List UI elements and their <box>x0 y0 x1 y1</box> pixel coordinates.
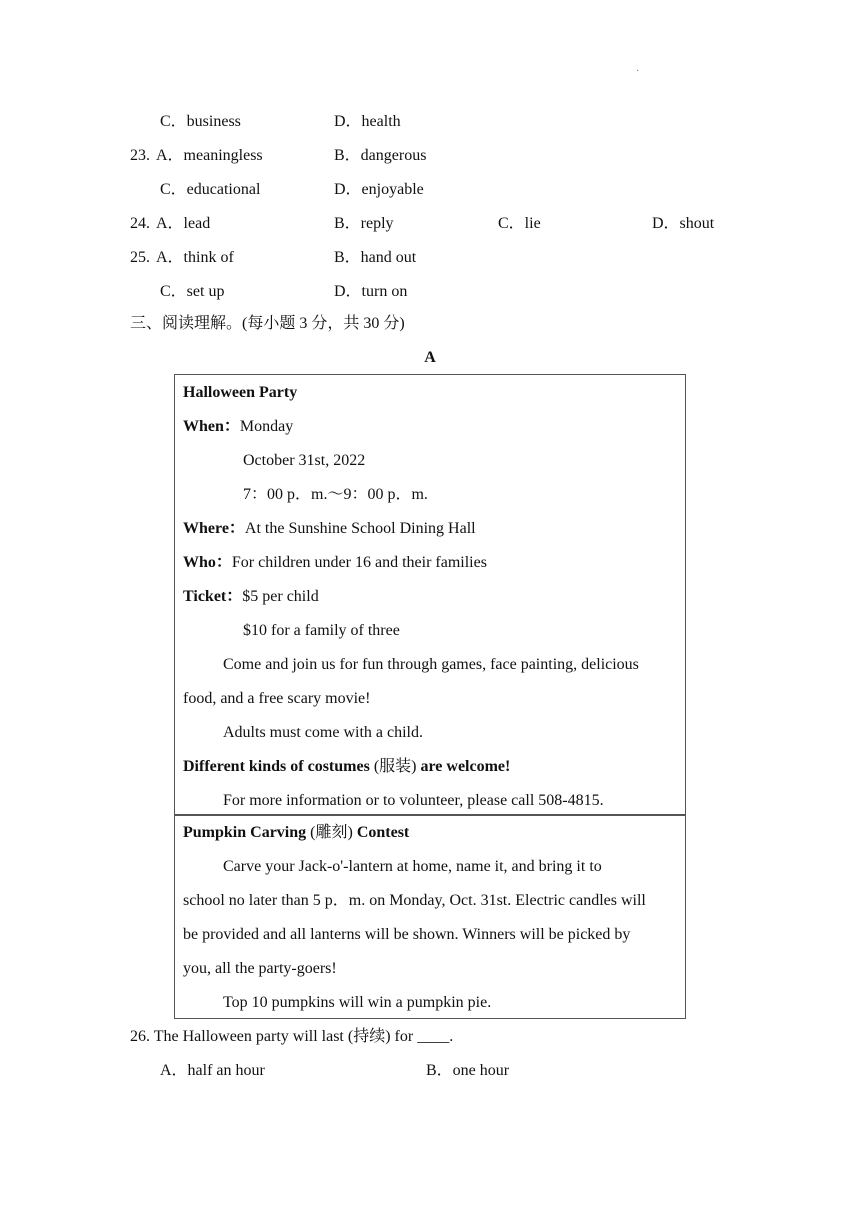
para1-line2: food, and a free scary movie! <box>183 690 371 707</box>
option-25-a: A．think of <box>156 249 234 266</box>
ticket-child: $5 per child <box>242 588 319 605</box>
when-day: Monday <box>239 418 294 435</box>
costumes-text-c: are welcome! <box>416 758 511 775</box>
halloween-party-notice <box>174 374 686 816</box>
section-title: 三、阅读理解。(每小题 3 分，共 30 分) <box>130 315 405 332</box>
contest-line1: Carve your Jack-o'-lantern at home, name it, and bring it to <box>223 858 602 875</box>
costumes-gloss: (服装) <box>373 758 417 775</box>
option-23-d: D．enjoyable <box>334 181 424 198</box>
contest-title-c: Contest <box>352 824 410 841</box>
option-25-d: D．turn on <box>334 283 408 300</box>
notice-title: Halloween Party <box>183 384 298 401</box>
question-26-stem: 26. The Halloween party will last (持续) for ____. <box>130 1028 454 1045</box>
ticket-family: $10 for a family of three <box>243 622 400 639</box>
option-24-c: C．lie <box>498 215 541 232</box>
option-26-a: A．half an hour <box>160 1062 265 1079</box>
contest-title-gloss: (雕刻) <box>310 824 353 841</box>
who-row <box>183 553 487 573</box>
who-label: Who： <box>183 554 232 571</box>
ticket-row <box>183 587 319 607</box>
para1-line1: Come and join us for fun through games, face painting, delicious <box>223 656 639 673</box>
passage-label: A <box>424 349 436 366</box>
who-value: For children under 16 and their families <box>231 554 487 571</box>
contest-title-a: Pumpkin Carving <box>183 824 311 841</box>
where-value: At the Sunshine School Dining Hall <box>244 520 476 537</box>
where-row <box>183 519 476 539</box>
option-25-b: B．hand out <box>334 249 417 266</box>
option-23-b: B．dangerous <box>334 147 427 164</box>
contest-line3: be provided and all lanterns will be shown. Winners will be picked by <box>183 926 631 943</box>
option-23-c: C．educational <box>160 181 261 198</box>
para2: Adults must come with a child. <box>223 724 423 741</box>
pumpkin-contest-notice <box>174 814 686 1019</box>
page-mark: · <box>636 66 640 77</box>
when-time: 7：00 p．m.～9：00 p．m. <box>243 486 428 503</box>
costumes-line <box>183 757 510 777</box>
when-row <box>183 417 293 437</box>
option-22-c: C．business <box>160 113 241 130</box>
question-number-25: 25. <box>130 249 150 266</box>
option-24-b: B．reply <box>334 215 394 232</box>
contest-title <box>183 823 409 843</box>
option-23-a: A．meaningless <box>156 147 263 164</box>
info-line: For more information or to volunteer, please call 508-4815. <box>223 792 604 809</box>
contest-line2: school no later than 5 p．m. on Monday, Oct. 31st. Electric candles will <box>183 892 646 909</box>
where-label: Where： <box>183 520 245 537</box>
option-26-b: B．one hour <box>426 1062 510 1079</box>
when-date: October 31st, 2022 <box>243 452 366 469</box>
option-24-a: A．lead <box>156 215 211 232</box>
ticket-label: Ticket： <box>183 588 243 605</box>
when-label: When： <box>183 418 240 435</box>
option-22-d: D．health <box>334 113 401 130</box>
contest-line5: Top 10 pumpkins will win a pumpkin pie. <box>223 994 492 1011</box>
contest-line4: you, all the party-goers! <box>183 960 337 977</box>
option-25-c: C．set up <box>160 283 225 300</box>
costumes-text-a: Different kinds of costumes <box>183 758 374 775</box>
option-24-d: D．shout <box>652 215 715 232</box>
question-number-23: 23. <box>130 147 150 164</box>
question-number-24: 24. <box>130 215 150 232</box>
